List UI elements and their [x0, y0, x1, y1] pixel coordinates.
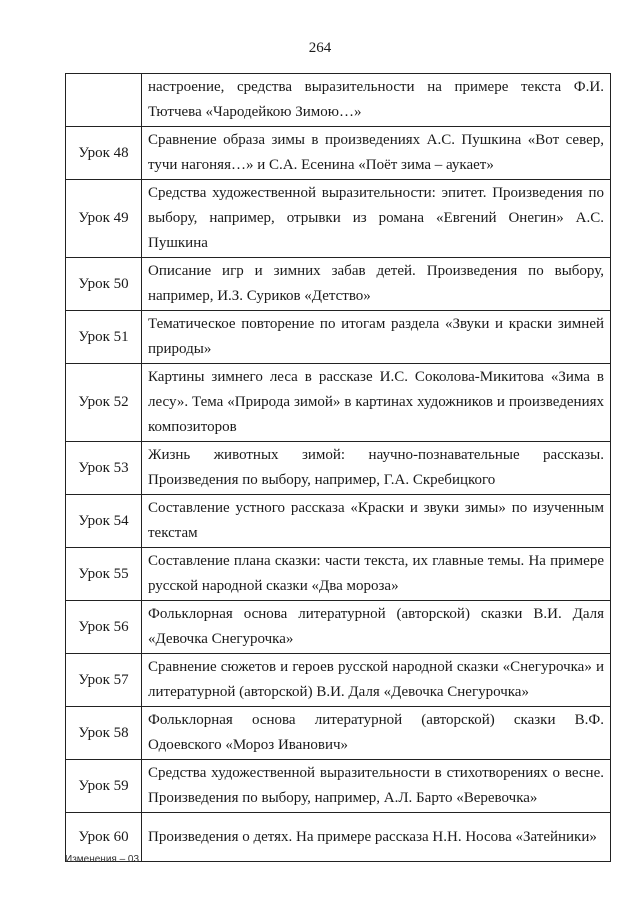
lesson-description: Описание игр и зимних забав детей. Произведения по выбору, например, И.З. Суриков «Детство» — [142, 258, 611, 311]
table-row — [66, 548, 611, 601]
lesson-number: Урок 60 — [66, 813, 142, 862]
lesson-description: Фольклорная основа литературной (авторской) сказки В.Ф. Одоевского «Мороз Иванович» — [142, 707, 611, 760]
footer-revision-note: Изменения – 03 — [65, 854, 140, 865]
table-row — [66, 127, 611, 180]
lesson-number: Урок 59 — [66, 760, 142, 813]
lesson-description: Фольклорная основа литературной (авторской) сказки В.И. Даля «Девочка Снегурочка» — [142, 601, 611, 654]
lesson-number: Урок 58 — [66, 707, 142, 760]
lesson-description: Тематическое повторение по итогам раздела «Звуки и краски зимней природы» — [142, 311, 611, 364]
table-row — [66, 601, 611, 654]
lesson-number: Урок 57 — [66, 654, 142, 707]
lesson-description: Сравнение сюжетов и героев русской народной сказки «Снегурочка» и литературной (авторской) В.И. Даля «Девочка Снегурочка» — [142, 654, 611, 707]
lesson-number — [66, 74, 142, 127]
lesson-number: Урок 51 — [66, 311, 142, 364]
lesson-description: Произведения о детях. На примере рассказа Н.Н. Носова «Затейники» — [142, 813, 611, 862]
lesson-description: Средства художественной выразительности: эпитет. Произведения по выбору, например, отрывки из романа «Евгений Онегин» А.С. Пушкина — [142, 180, 611, 258]
table-row — [66, 311, 611, 364]
lesson-description: Картины зимнего леса в рассказе И.С. Соколова-Микитова «Зима в лесу». Тема «Природа зимой» в картинах художников и произведениях композиторов — [142, 364, 611, 442]
lesson-number: Урок 56 — [66, 601, 142, 654]
table-row — [66, 495, 611, 548]
lesson-description: настроение, средства выразительности на примере текста Ф.И. Тютчева «Чародейкою Зимою…» — [142, 74, 611, 127]
table-row — [66, 74, 611, 127]
lesson-number: Урок 48 — [66, 127, 142, 180]
table-row — [66, 813, 611, 862]
lesson-description: Сравнение образа зимы в произведениях А.С. Пушкина «Вот север, тучи нагоняя…» и С.А. Есенина «Поёт зима – аукает» — [142, 127, 611, 180]
lesson-number: Урок 54 — [66, 495, 142, 548]
lesson-table — [65, 73, 611, 862]
lesson-number: Урок 52 — [66, 364, 142, 442]
table-row — [66, 442, 611, 495]
lesson-description: Составление устного рассказа «Краски и звуки зимы» по изученным текстам — [142, 495, 611, 548]
table-row — [66, 180, 611, 258]
lesson-description: Составление плана сказки: части текста, их главные темы. На примере русской народной сказки «Два мороза» — [142, 548, 611, 601]
page-number: 264 — [308, 40, 332, 56]
table-row — [66, 258, 611, 311]
lesson-number: Урок 49 — [66, 180, 142, 258]
lesson-number: Урок 50 — [66, 258, 142, 311]
table-row — [66, 654, 611, 707]
lesson-number: Урок 55 — [66, 548, 142, 601]
table-row — [66, 364, 611, 442]
table-row — [66, 760, 611, 813]
lesson-description: Средства художественной выразительности в стихотворениях о весне. Произведения по выбору, например, А.Л. Барто «Веревочка» — [142, 760, 611, 813]
table-row — [66, 707, 611, 760]
lesson-number: Урок 53 — [66, 442, 142, 495]
lesson-description: Жизнь животных зимой: научно-познавательные рассказы. Произведения по выбору, например, Г.А. Скребицкого — [142, 442, 611, 495]
